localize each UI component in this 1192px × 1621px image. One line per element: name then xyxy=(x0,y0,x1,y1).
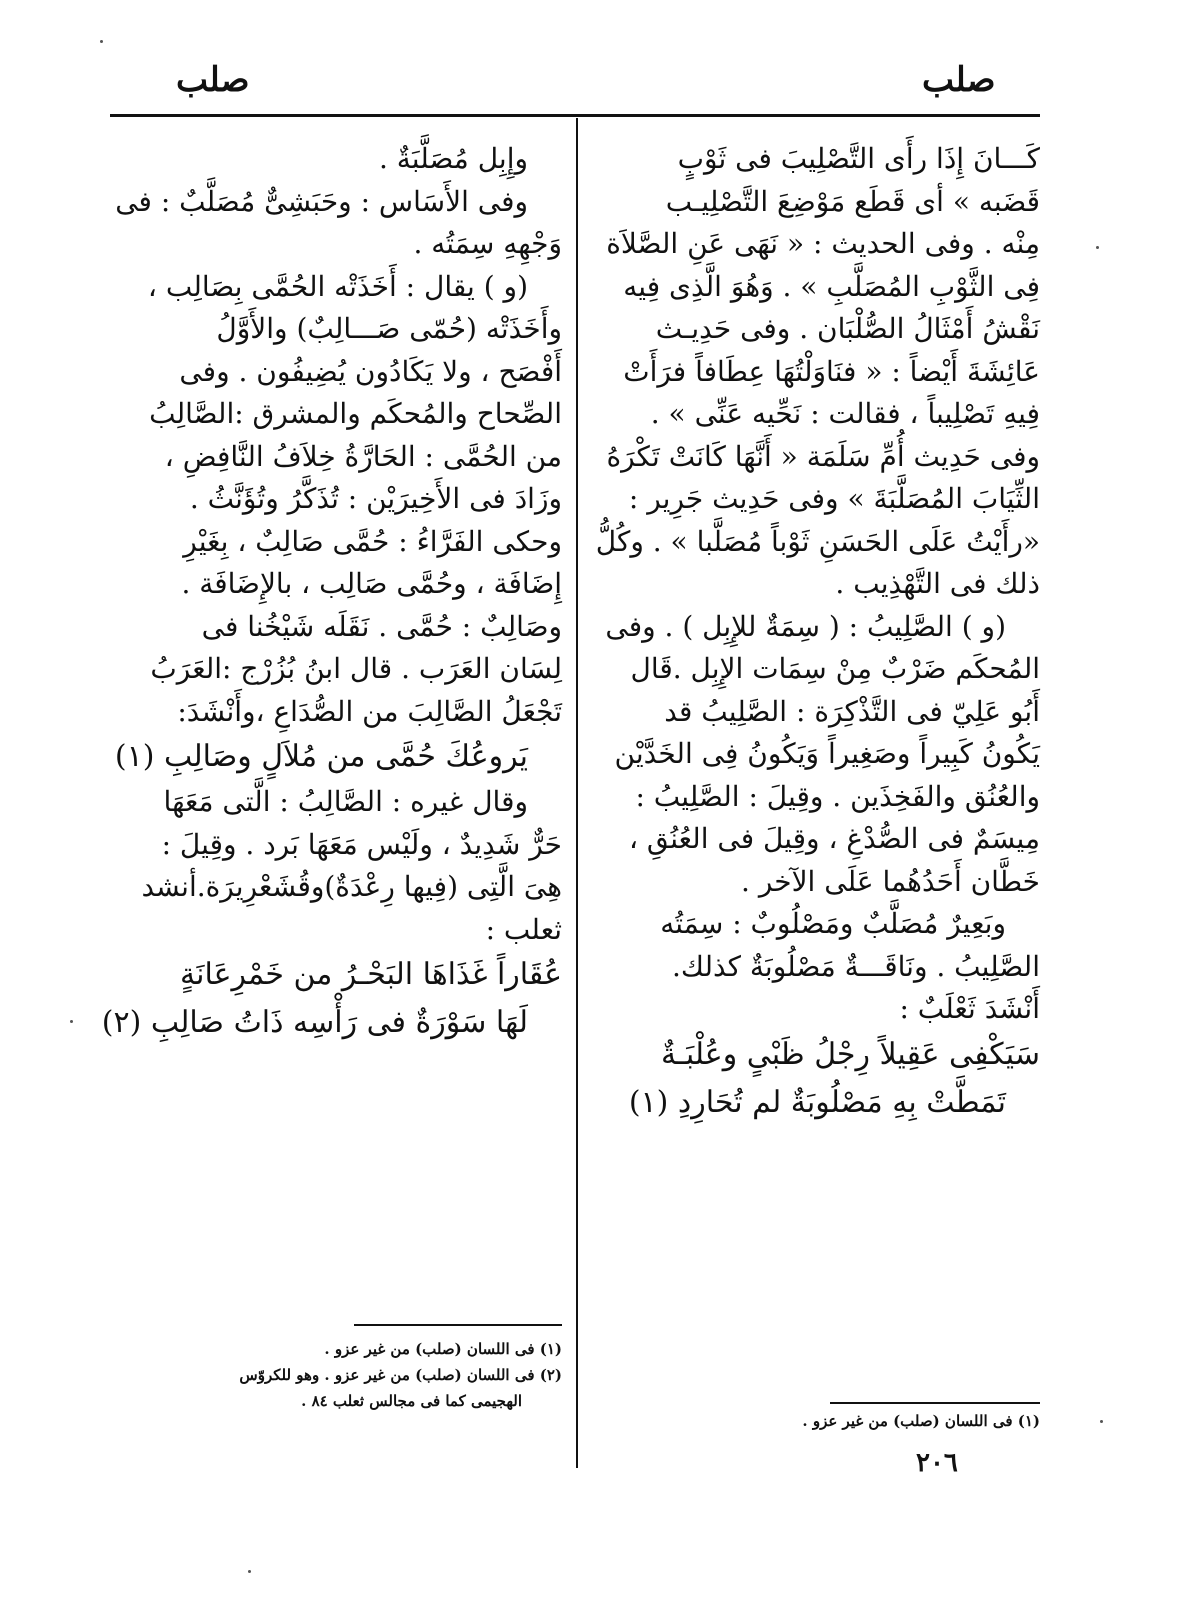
right-column xyxy=(596,138,1040,1127)
text-line: وبَعِيرٌ مُصَلَّبٌ ومَصْلُوبٌ : سِمَتُه xyxy=(660,907,1006,940)
text-line: وفى حَدِيث أُمِّ سَلَمَة « أَنَّهَا كَانَتْ تَكْرَهُ xyxy=(606,439,1040,473)
text-line: أَبُو عَلِيّ فى التَّذْكِرَة : الصَّلِيبُ قد xyxy=(664,694,1040,728)
text-line: المُحكَم ضَرْبٌ مِنْ سِمَات الإِبِل .قَال xyxy=(630,652,1040,685)
running-header-right: صلب xyxy=(922,60,996,100)
text-line: حَرٌّ شَدِيدٌ ، ولَيْس مَعَهَا بَرد . وقِيلَ : xyxy=(161,827,562,861)
text-line: الصَّلِيبُ . ونَاقَـــةٌ مَصْلُوبَةٌ كذلك. xyxy=(671,949,1040,983)
scan-speck xyxy=(1096,246,1099,249)
text-line: خَطَّان أَحَدُهُما عَلَى الآخر . xyxy=(741,864,1040,898)
text-line: مِيسَمٌ فى الصُّدْغِ ، وقِيلَ فى العُنُقِ ، xyxy=(628,822,1040,855)
text-line: وَجْهِهِ سِمَتُه . xyxy=(413,227,562,260)
text-line: من الحُمَّى : الحَارَّةُ خِلاَفُ النَّافِضِ ، xyxy=(164,439,562,473)
footnotes-right xyxy=(620,1408,1040,1434)
footnote-rule-right xyxy=(830,1402,1040,1404)
text-line: وزَادَ فى الأَخِيرَيْن : تُذَكَّرُ وتُؤَنَّثُ . xyxy=(189,482,562,515)
footnote: (١) فى اللسان (صلب) من غير عزو . xyxy=(802,1412,1040,1430)
text-line: وأَخَذَتْه (حُمّى صَـــالِبٌ) والأَوَّلُ xyxy=(216,312,562,345)
text-line: الصِّحاح والمُحكَم والمشرق :الصَّالِبُ xyxy=(149,397,562,430)
text-line: لِسَان العَرَب . قال ابنُ بُزُرْج :العَرَبُ xyxy=(150,652,562,685)
text-line: أَفْصَح ، ولا يَكَادُون يُضِيفُون . وفى xyxy=(179,354,562,388)
text-line: وفى الأَسَاس : وحَبَشِىٌّ مُصَلَّبٌ : فى xyxy=(115,184,528,218)
left-column xyxy=(101,138,562,1047)
text-line: الثِّيَابَ المُصَلَّبَةَ » وفى حَدِيث جَرِير : xyxy=(628,482,1040,515)
text-line: يَكُونُ كَبِيراً وصَغِيراً وَيَكُونُ فِى الخَدَّيْن xyxy=(614,737,1040,770)
text-line: أَنْشَدَ ثَعْلَبٌ : xyxy=(899,992,1040,1025)
text-line: عَائِشَةَ أَيْضاً : « فنَاوَلْتُهَا عِطَافاً فرَأَتْ xyxy=(623,354,1040,388)
text-line: وقال غيره : الصَّالِبُ : الَّتى مَعَهَا xyxy=(163,785,528,818)
text-line: تَجْعَلُ الصَّالِبَ من الصُّدَاعِ ،وأَنْشَدَ: xyxy=(177,694,562,728)
text-line: نَقْشُ أَمْثَالُ الصُّلْبَان . وفى حَدِيـث xyxy=(655,312,1040,345)
text-line: وصَالِبٌ : حُمَّى . نَقَلَه شَيْخُنا فى xyxy=(201,609,562,643)
text-line: (و ) الصَّلِيبُ : ( سِمَةٌ للإِبِل ) . وفى xyxy=(605,609,1006,643)
footnote: الهجيمى كما فى مجالس ثعلب ٨٤ . xyxy=(301,1392,522,1410)
text-line: «رأَيْتُ عَلَى الحَسَنِ ثَوْباً مُصَلَّبا » . وكُلُّ xyxy=(595,524,1040,558)
column-divider xyxy=(576,118,578,1468)
text-line: فِى الثَّوْبِ المُصَلَّبِ » . وَهُوَ الَّذِى فِيه xyxy=(623,269,1040,303)
text-line: ثعلب : xyxy=(485,912,562,946)
text-line: فِيهِ تَصْلِيباً ، فقالت : نَحِّيه عَنِّى » . xyxy=(650,397,1040,430)
page-number: ٢٠٦ xyxy=(916,1448,958,1478)
verse-line: لَهَا سَوْرَةٌ فى رَأْسِه ذَاتُ صَالِبِ (٢) xyxy=(101,1005,528,1040)
text-line: (و ) يقال : أَخَذَتْه الحُمَّى بِصَالِب ، xyxy=(147,269,528,303)
text-line: قَضَبه » أى قَطَع مَوْضِعَ التَّصْلِيـب xyxy=(665,184,1040,218)
text-line: ذلك فى التَّهْذِيب . xyxy=(835,567,1040,600)
header-rule xyxy=(110,114,1040,117)
text-line: هِىَ الَّتِى (فِيها رِعْدَةٌ)وقُشَعْرِيرَة.أنشد xyxy=(141,870,562,903)
footnote: (١) فى اللسان (صلب) من غير عزو . xyxy=(324,1340,562,1358)
verse-line: عُقَاراً غَذَاهَا البَحْـرُ من خَمْرِعَانَةٍ xyxy=(180,957,562,992)
text-line: وإِبِل مُصَلَّبَةٌ . xyxy=(378,142,528,175)
verse-line: يَروعُكَ حُمَّى من مُلاَلٍ وصَالِبِ (١) xyxy=(114,739,528,774)
scan-speck xyxy=(248,1570,251,1573)
scan-speck xyxy=(100,40,103,43)
footnote: (٢) فى اللسان (صلب) من غير عزو . وهو للكروّس xyxy=(239,1366,562,1384)
running-header-left: صلب xyxy=(176,60,250,100)
scan-speck xyxy=(70,1020,73,1023)
verse-line: تَمَطَّتْ بِهِ مَصْلُوبَةٌ لم تُحَارِدِ (١) xyxy=(628,1084,1006,1120)
text-line: إِضَافَة ، وحُمَّى صَالِب ، بالإِضَافَة . xyxy=(181,567,562,600)
text-line: كَـــانَ إِذَا رأَى التَّصْلِيبَ فى ثَوْبٍ xyxy=(677,142,1040,175)
footnotes-left xyxy=(112,1336,562,1414)
text-line: مِنْه . وفى الحديث : « نَهَى عَنِ الصَّلاَة xyxy=(606,227,1040,260)
footnote-rule-left xyxy=(354,1324,562,1326)
scan-speck xyxy=(1100,1420,1103,1423)
text-line: والعُنُق والفَخِذَين . وقِيلَ : الصَّلِيبُ : xyxy=(635,779,1040,813)
verse-line: سَيَكْفِى عَقِيلاً رِجْلُ ظَبْىٍ وعُلْبَـةٌ xyxy=(660,1036,1040,1072)
text-line: وحكى الفَرَّاءُ : حُمَّى صَالِبٌ ، بِغَيْرِ xyxy=(183,524,562,558)
